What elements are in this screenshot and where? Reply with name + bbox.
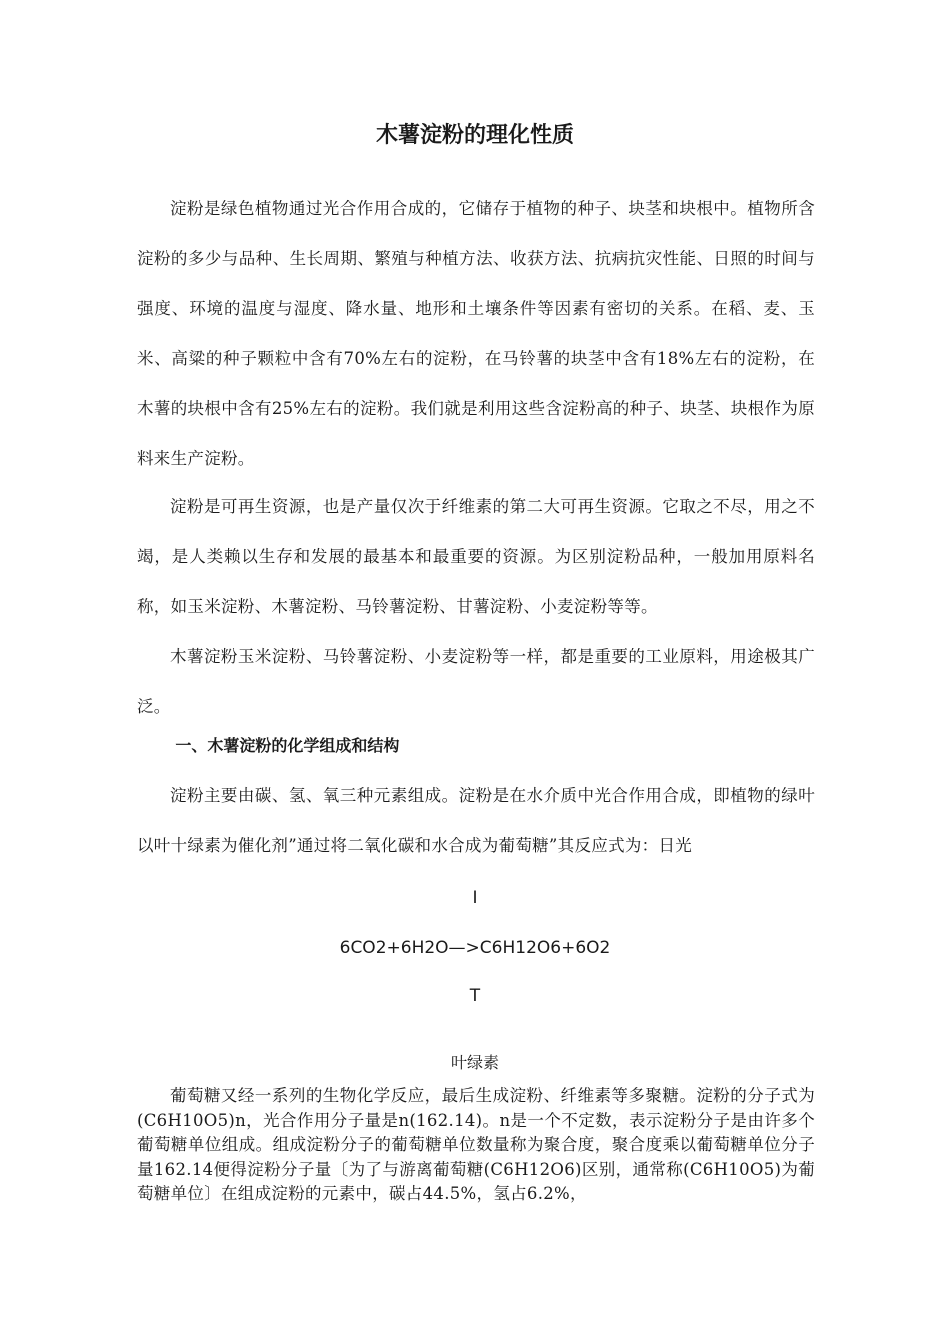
paragraph-block bbox=[137, 632, 815, 732]
paragraph-2: 淀粉是可再生资源，也是产量仅次于纤维素的第二大可再生资源。它取之不尽，用之不竭，是人类赖以生存和发展的最基本和最重要的资源。为区别淀粉品种，一般加用原料名称，如玉米淀粉、木薯淀粉、马铃薯淀粉、甘薯淀粉、小麦淀粉等等。 bbox=[137, 497, 815, 616]
section-detail: 葡萄糖又经一系列的生物化学反应，最后生成淀粉、纤维素等多聚糖。淀粉的分子式为(C6H10O5)n，光合作用分子量是n(162.14)。n是一个不定数，表示淀粉分子是由许多个葡萄糖单位组成。组成淀粉分子的葡萄糖单位数量称为聚合度，聚合度乘以葡萄糖单位分子量162.14便得淀粉分子量〔为了与游离葡萄糖(C6H12O6)区别，通常称(C6H10O5)为葡萄糖单位〕在组成淀粉的元素中，碳占44.5%，氢占6.2%， bbox=[137, 1086, 815, 1203]
document-title: 木薯淀粉的理化性质 bbox=[375, 123, 574, 148]
paragraph-1: 淀粉是绿色植物通过光合作用合成的，它储存于植物的种子、块茎和块根中。植物所含淀粉的多少与品种、生长周期、繁殖与种植方法、收获方法、抗病抗灾性能、日照的时间与强度、环境的温度与湿度、降水量、地形和土壤条件等因素有密切的关系。在稻、麦、玉米、高粱的种子颗粒中含有70%左右的淀粉，在马铃薯的块茎中含有18%左右的淀粉，在木薯的块根中含有25%左右的淀粉。我们就是利用这些含淀粉高的种子、块茎、块根作为原料来生产淀粉。 bbox=[137, 199, 815, 468]
paragraph-block bbox=[137, 482, 815, 632]
section-heading: 一、木薯淀粉的化学组成和结构 bbox=[175, 736, 400, 755]
equation-top-marker: I bbox=[472, 888, 478, 908]
equation-bottom-marker: T bbox=[469, 986, 481, 1006]
paragraph-block bbox=[137, 184, 815, 484]
paragraph-block bbox=[137, 1084, 815, 1207]
paragraph-3: 木薯淀粉玉米淀粉、马铃薯淀粉、小麦淀粉等一样，都是重要的工业原料，用途极其广泛。 bbox=[137, 647, 815, 716]
equation-catalyst-label: 叶绿素 bbox=[450, 1053, 499, 1072]
section-intro: 淀粉主要由碳、氢、氧三种元素组成。淀粉是在水介质中光合作用合成，即植物的绿叶以叶十绿素为催化剂”通过将二氧化碳和水合成为葡萄糖”其反应式为：日光 bbox=[137, 786, 815, 855]
paragraph-block bbox=[137, 771, 815, 871]
chemical-equation: 6CO2+6H2O—>C6H12O6+6O2 bbox=[339, 938, 611, 958]
